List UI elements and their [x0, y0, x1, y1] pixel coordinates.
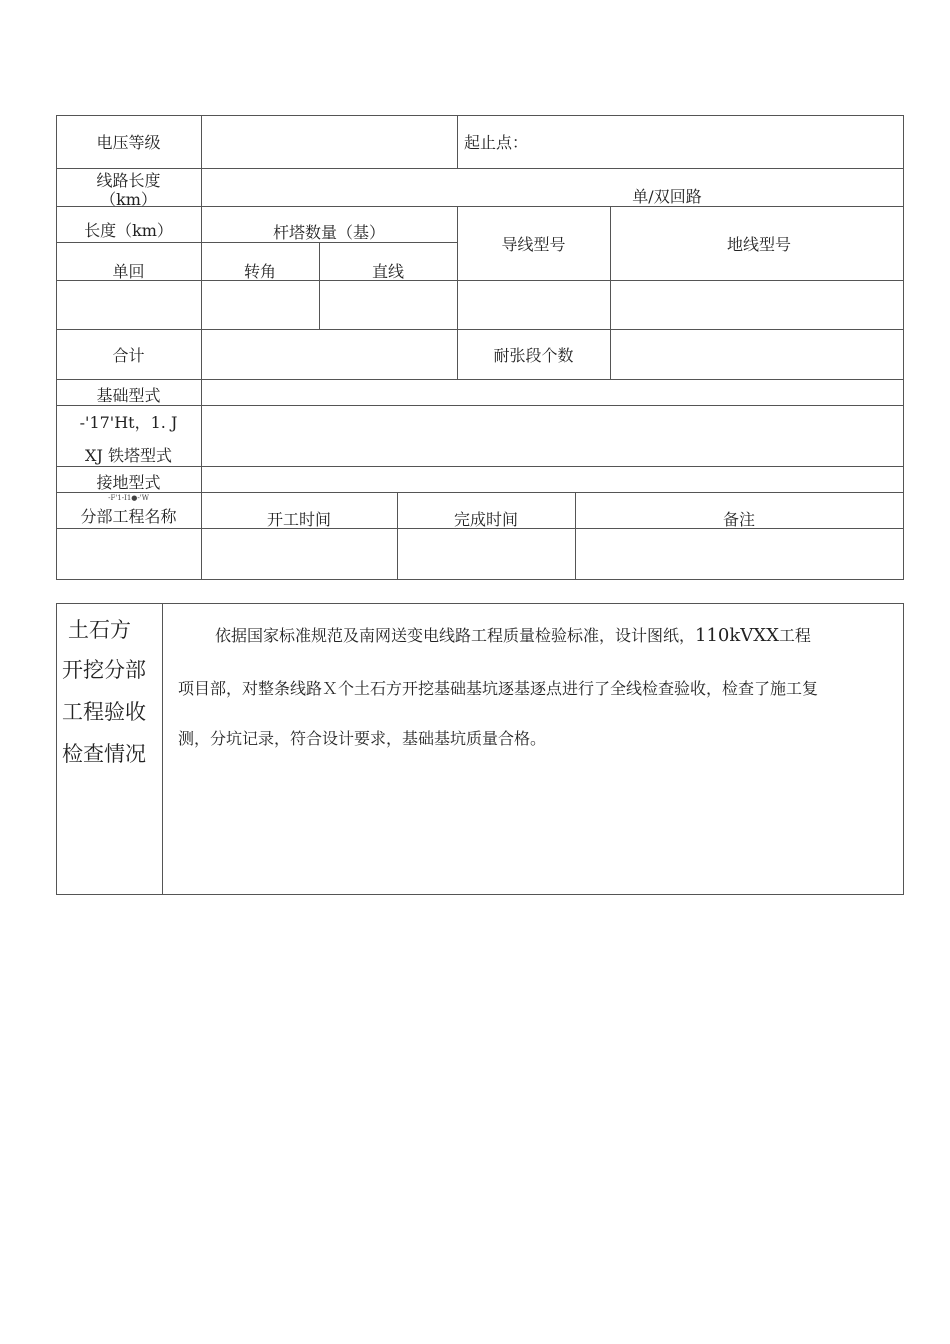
garbled-text-1: -'17'Ht，1. J: [79, 413, 178, 432]
start-end-label: 起止点：: [464, 133, 529, 152]
foundation-type-label: 基础型式: [96, 386, 161, 405]
total-label: 合计: [112, 346, 145, 365]
table1-row-line: [56, 466, 904, 467]
table1-border-top: [56, 115, 904, 116]
voltage-level-label: 电压等级: [96, 133, 161, 152]
table2-border-top: [56, 603, 904, 604]
table1-col-line: [575, 492, 576, 580]
table1-row-line: [56, 329, 904, 330]
tower-count-label: 杆塔数量（基）: [272, 223, 385, 242]
single-double-circuit-label: 单/双回路: [632, 187, 702, 206]
garbled-text-2: -F'1-I1●-'W: [108, 494, 149, 502]
tower-type-label: XJ 铁塔型式: [85, 446, 172, 465]
line-length-label: 线路长度: [96, 171, 161, 190]
inspection-body-line2: 项目部，对整条线路Ｘ个土石方开挖基础基坑逐基逐点进行了全线检查验收，检查了施工复: [178, 679, 819, 698]
grounding-type-label: 接地型式: [96, 473, 161, 492]
length-km-label: 长度（km）: [84, 221, 173, 240]
inspection-body-project-code: 110kVXX: [695, 625, 779, 646]
sub-project-name-label: 分部工程名称: [80, 507, 177, 526]
corner-label: 转角: [243, 262, 276, 281]
inspection-label-line4: 检查情况: [62, 742, 146, 766]
remarks-label: 备注: [722, 510, 755, 529]
table2-col-line: [162, 603, 163, 895]
table1-row-line: [56, 379, 904, 380]
inspection-body-line1-a: 依据国家标准规范及南网送变电线路工程质量检验标准，设计图纸，: [215, 626, 696, 645]
table1-border-right: [903, 115, 904, 580]
table2-border-left: [56, 603, 57, 895]
strain-sections-label: 耐张段个数: [493, 346, 574, 365]
table2-border-right: [903, 603, 904, 895]
inspection-body-line1: [215, 626, 811, 646]
table1-col-line: [457, 115, 458, 169]
table1-col-line: [610, 206, 611, 380]
inspection-label-line1: 土石方: [68, 618, 131, 642]
conductor-type-label: 导线型号: [501, 235, 566, 254]
table1-border-bottom: [56, 579, 904, 580]
single-circuit-label: 单回: [112, 262, 145, 281]
table1-col-line: [319, 242, 320, 330]
inspection-label-line2: 开挖分部: [62, 658, 146, 682]
inspection-body-line1-c: 工程: [778, 626, 811, 645]
straight-label: 直线: [371, 262, 404, 281]
start-time-label: 开工时间: [266, 510, 331, 529]
inspection-body-line3: 测，分坑记录，符合设计要求，基础基坑质量合格。: [178, 729, 547, 748]
ground-wire-type-label: 地线型号: [726, 235, 791, 254]
table1-row-line: [56, 168, 904, 169]
table1-col-line: [397, 492, 398, 580]
finish-time-label: 完成时间: [453, 510, 518, 529]
inspection-label-line3: 工程验收: [62, 700, 146, 724]
line-length-unit: （km）: [100, 190, 157, 209]
table2-border-bottom: [56, 894, 904, 895]
